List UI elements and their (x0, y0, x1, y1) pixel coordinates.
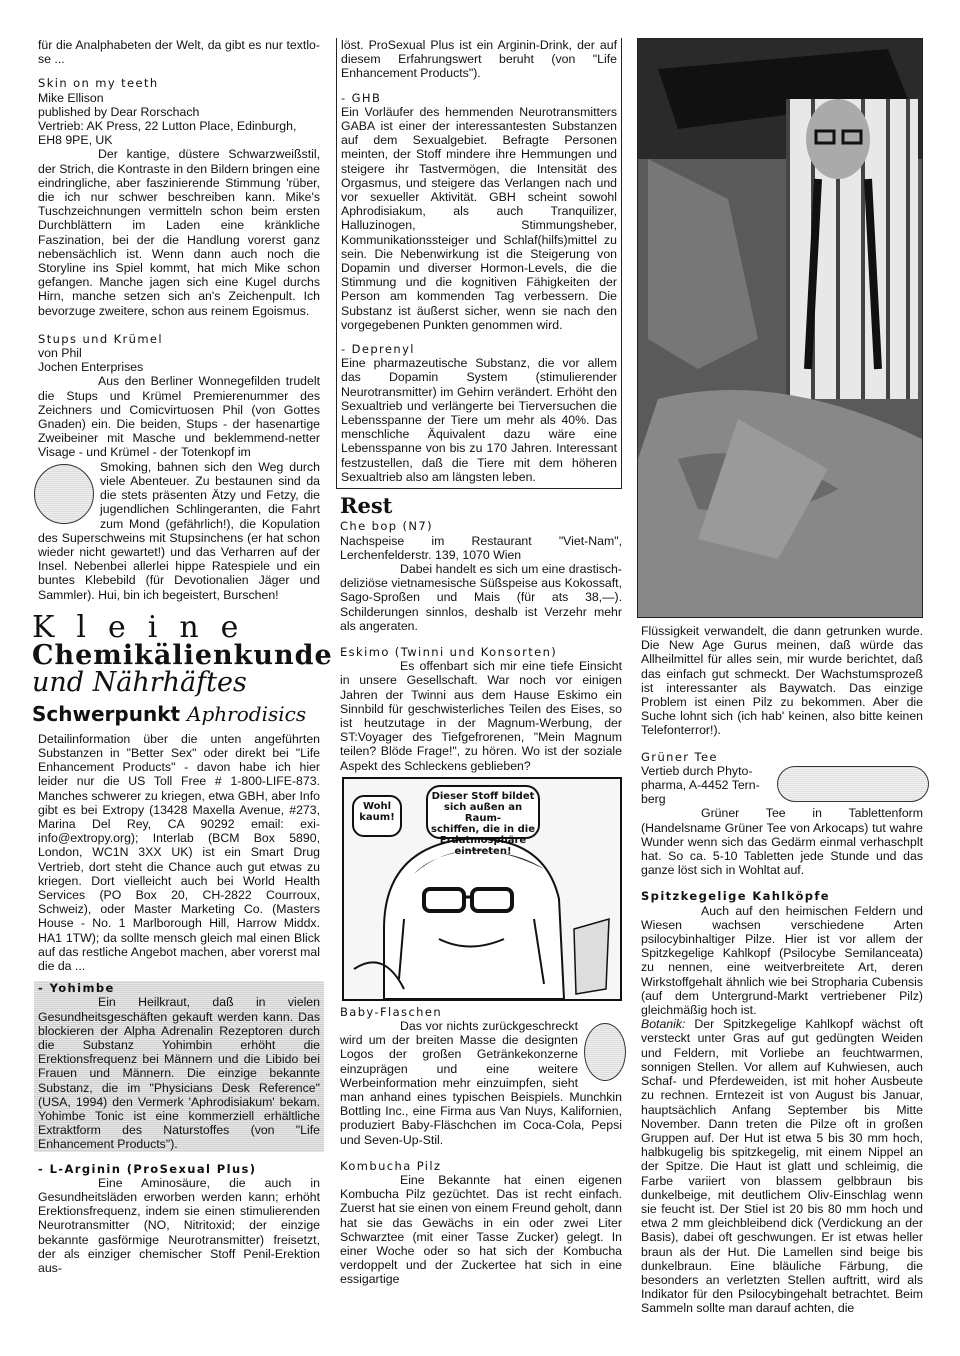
review-author-stups: von Phil (38, 346, 82, 361)
subtitle-bold: Schwerpunkt (32, 701, 181, 726)
column-left (32, 38, 333, 1276)
review-title-stups: Stups und Krümel (38, 331, 164, 346)
yohimbe-title: - Yohimbe (38, 981, 115, 996)
rest-heading: Rest (340, 493, 393, 519)
heading-line-1: Kleine (32, 609, 261, 645)
decorative-circle (34, 464, 94, 524)
column-middle (340, 38, 622, 1287)
baby-body: Das vor nichts zurückgeschreckt wird um der breiten Masse die designten Logos der großen Getränkekonzerne einzuprägen und eine weitere Werbeinformation mehr einzuimpfen, sieht man anhand eines typischen Beispiels. Munchkin Bottling Inc., eine Firma aus Van Nuys, Kalifornien, produziert Baby-Fläschchen im Coca-Cola, Pepsi und Seven-Up-Stil. (340, 1018, 622, 1147)
review-body-stups-1: Aus den Berliner Wonnegefilden trudelt die Stups und Krümel Premierenummer des Zeichners und Comicvirtuosen Phil (von Gottes Gnaden) ein. Die beiden, Stups - der hasenartige Zweibeiner mit Masche und beklemmend-netter Visage - und Krümel - der Totenkopf im (38, 374, 320, 460)
photo (637, 38, 923, 618)
column-right (641, 38, 923, 1316)
section-heading (32, 609, 333, 726)
arginin-continued: löst. ProSexual Plus ist ein Arginin-Drink, der auf diesem Erfahrungswert beruht (von "Life Enhancement Products"). (341, 38, 617, 81)
tee-distribution: Vertieb durch Phytopharma, A-4452 Ternberg (641, 763, 760, 807)
speech-bubble-1: Wohl kaum! (352, 795, 402, 837)
photo-image (638, 39, 922, 617)
arginin-body: Eine Aminosäure, die auch in Gesundheitsläden erworben werden kann; erhöht Erektionsfrequenz, indem sie einen stimulierenden Neurotransmitter (NO, Nitritoxid; der einzige bekannte gasförmige Neurotransmitter) freisetzt, der als einziger chemischer Stoff Penil-Erektion aus- (38, 1175, 320, 1276)
heading-line-2: Chemikälienkunde (32, 639, 333, 671)
substance-box (336, 38, 622, 489)
review-author: Mike Ellison (38, 90, 104, 105)
yohimbe-body: Ein Heilkraut, daß in vielen Gesundheitsgeschäften gekauft werden kann. Das blockieren der Alpha Adrenalin Rezeptoren durch die Substanz Yohimbin erhöht die Erektionsfrequenz bei Männern und die Libido bei Frauen und Männern. Die einzige bekannte Substanz, die im "Physicians Desk Reference" (USA, 1994) den Vermerk 'Aphrodisiakum' bekam. Yohimbe Tonic ist eine kommerziell erhältliche Extraktform des Naturstoffes (von "Life Enhancement Products"). (38, 995, 320, 1152)
deprenyl-body: Eine pharmazeutische Substanz, die vor allem das Dopamin System (stimulierender Neurotransmitter) im Gehirn verändert. Erhöht den Sexualtrieb und verlängerte bei Tierversuchen die Lebensspanne der Tiere um mehr als 40%. Das menschliche Äquivalent dazu wäre eine Lebensspanne von bis zu 170 Jahren. Interessant festzustellen, daß die Tiere mit dem höheren Sexualtrieb also am längsten leben. (341, 356, 617, 484)
kahl-body-1: Auch auf den heimischen Feldern und Wiesen wachsen verschiedene Arten psilocybinhaltiger Pilze. Hier ist vor allem der Spitzkegelige Kahlkopf (Psilocybe Semilanceata) zu nennen, eine weitverbreitete Art, deren Wirkstoffgehalt ähnlich wie bei Stropharia Cubensis (auf dem Untergrund-Markt vertriebener Pilz) gleichmäßig hoch ist. (641, 903, 923, 1018)
chebop-title: Che bop (N7) (340, 519, 434, 534)
yohimbe-section (34, 981, 324, 1151)
chebop-address: Nachspeise im Restaurant "Viet-Nam", Lerchenfelderstr. 139, 1070 Wien (340, 533, 622, 562)
subtitle-italic: Aphrodisics (187, 701, 307, 726)
ghb-title: - GHB (341, 90, 382, 105)
eskimo-body: Es offenbart sich mir eine tiefe Einsicht in unsere Gesellschaft. War noch vor einigen Jahren der Twinni aus dem Hause Eskimo ein Sinnbild für geschwisterliches Teilen des Eises, so ist heutzutage in der Magnum-Werbung, der ST:Voyager des Tiefgefrorenen, "Mein Magnum teilen? Blöde Frage!", zu hören. Wo ist der soziale Aspekt des Schleckens geblieben? (340, 659, 622, 773)
intro-text: für die Analphabeten der Welt, da gibt es nur textlose ... (38, 38, 320, 67)
baby-title: Baby-Flaschen (340, 1004, 443, 1019)
review-distribution: Vertrieb: AK Press, 22 Lutton Place, Edinburgh, EH8 9PE, UK (38, 119, 297, 148)
deprenyl-title: - Deprenyl (341, 342, 415, 357)
ghb-body: Ein Vorläufer des hemmenden Neurotransmitters GABA ist einer der interessantesten Substanzen auf dem Sexualgebiet. Befragte Personen meinten, der Stoff mindere ihre Hemmungen und steigere ihr Tastvermögen, die Intensität des Orgasmus, und steigere das Verlangen nach und vor sexueller Aktivität. GBH scheint sowohl Aphrodisiakum, als auch Tranquilizer, Halluzinogen, Stimmungsheber, Kommunikationssteiger und Schlaf(hilfs)mittel zu sein. Die Nebenwirkung ist die Steigerung von Dopamin und diverser Hormon-Levels, die die Stimmung und die kognitiven Fähigkeiten der Person am kommenden Tag verbessern. Die Substanz ist äußerst sicher, wenn sie nach den vorgegebenen Punkten genommen wird. (341, 104, 617, 332)
review-body-stups-2: Smoking, bahnen sich den Weg durch viele Abenteuer. Zu bestaunen sind da die stets präsenten Ätzy und Fetzy, die jugendlichen Schlingeranten, die Fahrt zum Mond (gefährlich!), die Kopulation des Superschweins mit Stupsinchens (er hat schon wieder nicht gewartet!) und das Verharren auf der Insel. Nebenbei allerlei hippe Ratespiele und ein buntes Klebebild (für Devotionalien Jäger und Sammler). Hui, bin ich begeistert, Burschen! (38, 459, 320, 602)
heading-subtitle (32, 702, 320, 726)
eskimo-title: Eskimo (Twinni und Konsorten) (340, 644, 558, 659)
kahl-body-2 (641, 1017, 923, 1315)
review-publisher-stups: Jochen Enterprises (38, 360, 144, 375)
detail-info: Detailinformation über die unten angeführten Substanzen in "Better Sex" oder direkt bei "Life Enhancement Products" - davon habe ich hier leider nur die US Toll Free # 1-800-LIFE-873. Manches schwerer zu kriegen, etwa GBH, aber Info gibt es bei Extropy (13428 Maxella Avenue, #273, Marina Del Rey, CA 90292 email: exi-info@extropy.org); Interlab (BCM Box 5890, London, WC1N 3XX UK) ist ein Smart Drug Vertrieb, dort steht die Chance auch gut etwas zu kriegen. Dort vielleicht auch bei World Health Services (PO Box 20, CH-2822 Courroux, Schweiz), oder Master Marketing Co. (Masters House - No. 1 Marlborough Hill, Harrow Middx. HA1 1TW); da sollte mensch gleich mal einen Blick auf das restliche Angebot machen, aber vorerst mal die da ... (38, 731, 320, 973)
review-body-skin: Der kantige, düstere Schwarzweißstil, der Strich, die Kontraste in den Bildern bringen eine eindringliche, aber faszinierende Stimmung 'rüber, die ich nur schwer beschreiben kann. Mike's Tuschzeichnungen vermitteln schon beim ersten Durchblättern im Laden eine kränkliche Faszination, bei der die Handlung vorerst ganz nebensächlich ist. Wenn dann auch noch die Storyline ins Spiel kommt, hat mich Mike schon gefangen. Manche jagen sich eine Kugel durchs Hirn, manche setzen sich an's Zeichenpult. Ich bevorzuge zweitere, schon aus reinem Egoismus. (38, 147, 320, 318)
tee-body: Grüner Tee in Tablettenform (Handelsname Grüner Tee von Arkocaps) tut wahre Wunder wenn sich das Gedärm einmal verhaschplt hat. So ca. 5-10 Tabletten jede Stunde und das ganze löst sich in Wohltat auf. (641, 806, 923, 878)
kombucha-continued: Flüssigkeit verwandelt, die dann getrunken wurde. Die New Age Gurus meinen, daß würde das Allheilmittel für alles sein, mir wurde berichtet, daß das einfach gut schmeckt. Der Wachstumsprozeß ist interessanter als Baywatch. Das einzige Problem ist einen Pilz zu bekommen. Aber die Suche lohnt sich (ich hab' keinen, also bitte keinen Telefonterror!). (641, 624, 923, 738)
review-title-skin: Skin on my teeth (38, 76, 159, 91)
arginin-title: - L-Arginin (ProSexual Plus) (38, 1161, 257, 1176)
comic-panel (342, 777, 622, 1001)
chebop-body: Dabei handelt es sich um eine drastisch-deliziöse vietnamesische Süßspeise aus Kokossaft, Sago-Sproßen und Mais (für ats 38,—). Schilderungen sinnlos, deshalb ist Verzehr mehr als angeraten. (340, 561, 622, 633)
review-publisher: published by Dear Rorschach (38, 104, 200, 119)
kahl-body-2-text: Der Spitzkegelige Kahlkopf wächst oft versteckt unter Gras auf gut gedüngten Weiden und Feldern, mit Vorliebe an feuchtwarmen, sonnigen Stellen. Vor allem auf Kuhwiesen, auch Schaf- und Pferdeweiden, ist mit hoher Ausbeute zu rechnen. Erntezeit ist von August bis Januar, hauptsächlich Anfang September bis Mitte November. Dann treten die Pilze oft in großen Gruppen auf. Der Hut ist etwa 5 bis 30 mm hoch, halbkugelig bis spitzkegelig, mit einem Nippel an der Spitze. Die Haut ist glatt und schleimig, die Farbe variiert von blassem gelbbraun bis dunkelbeige, mit deutlichem Oliv-Einschlag wenn sie feucht ist. Der Stiel ist 20 bis 80 mm hoch und etwa 2 mm gleichbleibend dick (Verdickung an der Basis), dabei oft geschwungen. Er ist etwas heller braun als der Hut. Die Lamellen sind beige bis dunkelbraun. Eine bläuliche Färbung, die besonders an verletzten Stellen auftritt, wird als Indikator für den Psilocybingehalt betrachtet. Beim Sammeln sollte man darauf achten, die (641, 1017, 923, 1316)
tee-title: Grüner Tee (641, 749, 718, 764)
kombucha-title: Kombucha Pilz (340, 1158, 442, 1173)
heading-line-3: und Nährhäftes (32, 666, 247, 698)
kahl-title: Spitzkegelige Kahlköpfe (641, 889, 831, 904)
speech-bubble-2: Dieser Stoff bildet sich außen an Raum- schiffen, die in die Erdatmosphäre eintreten! (426, 785, 540, 839)
kombucha-body: Eine Bekannte hat einen eigenen Kombucha Pilz gezüchtet. Das ist recht einfach. Zuerst hat sie einen von einem Freund geholt, dann hat sie das Gewächs in ein oder zwei Liter Schwarztee (mit einer Tasse Zucker) gelegt. In einer Woche oder so hat sich der Kombucha verdoppelt und der Zuckertee hat sich in eine essigartige (340, 1172, 622, 1287)
decorative-rounded-box (777, 766, 929, 802)
decorative-circle-2 (584, 1023, 626, 1081)
botanik-label: Botanik: (641, 1017, 686, 1032)
